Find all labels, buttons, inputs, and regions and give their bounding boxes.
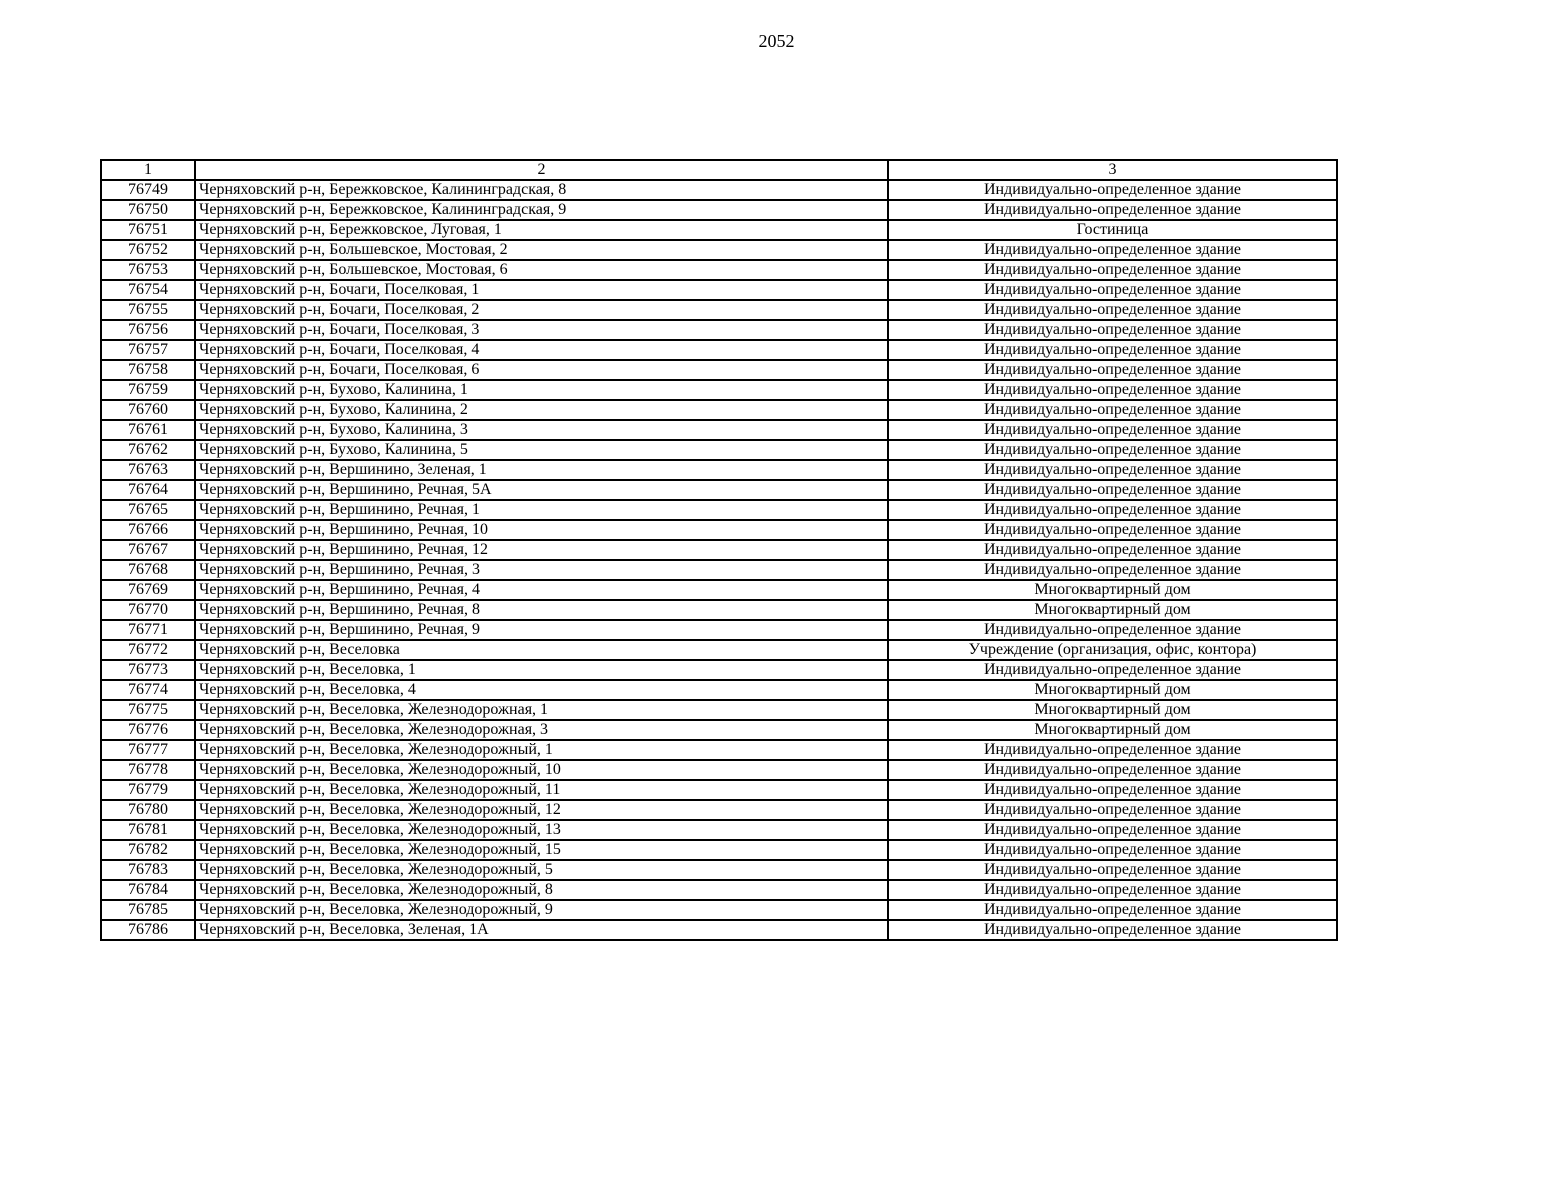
table-row (101, 740, 1337, 760)
table-row (101, 280, 1337, 300)
row-id-cell: 76768 (101, 560, 195, 580)
row-address-cell: Черняховский р-н, Вершинино, Речная, 3 (195, 560, 888, 580)
row-id-cell: 76772 (101, 640, 195, 660)
row-address-cell: Черняховский р-н, Вершинино, Речная, 4 (195, 580, 888, 600)
row-id-cell: 76759 (101, 380, 195, 400)
row-type-cell: Индивидуально-определенное здание (888, 380, 1337, 400)
row-address-cell: Черняховский р-н, Большевское, Мостовая, 2 (195, 240, 888, 260)
registry-table (100, 159, 1338, 941)
table-row (101, 540, 1337, 560)
table-row (101, 580, 1337, 600)
row-id-cell: 76758 (101, 360, 195, 380)
row-type-cell: Индивидуально-определенное здание (888, 660, 1337, 680)
row-type-cell: Индивидуально-определенное здание (888, 760, 1337, 780)
row-id-cell: 76785 (101, 900, 195, 920)
row-address-cell: Черняховский р-н, Веселовка, Железнодорожный, 11 (195, 780, 888, 800)
row-type-cell: Индивидуально-определенное здание (888, 880, 1337, 900)
row-type-cell: Индивидуально-определенное здание (888, 180, 1337, 200)
table-row (101, 620, 1337, 640)
row-type-cell: Индивидуально-определенное здание (888, 520, 1337, 540)
row-address-cell: Черняховский р-н, Веселовка, 4 (195, 680, 888, 700)
row-id-cell: 76779 (101, 780, 195, 800)
table-row (101, 520, 1337, 540)
row-id-cell: 76764 (101, 480, 195, 500)
row-address-cell: Черняховский р-н, Вершинино, Речная, 10 (195, 520, 888, 540)
row-type-cell: Индивидуально-определенное здание (888, 480, 1337, 500)
row-id-cell: 76749 (101, 180, 195, 200)
row-type-cell: Индивидуально-определенное здание (888, 320, 1337, 340)
row-address-cell: Черняховский р-н, Веселовка, Железнодорожный, 15 (195, 840, 888, 860)
column-header-2: 2 (195, 160, 888, 180)
table-row (101, 380, 1337, 400)
table-row (101, 500, 1337, 520)
row-type-cell: Гостиница (888, 220, 1337, 240)
row-id-cell: 76776 (101, 720, 195, 740)
table-row (101, 460, 1337, 480)
row-id-cell: 76761 (101, 420, 195, 440)
row-type-cell: Индивидуально-определенное здание (888, 440, 1337, 460)
row-type-cell: Многоквартирный дом (888, 680, 1337, 700)
row-address-cell: Черняховский р-н, Веселовка, Железнодорожный, 12 (195, 800, 888, 820)
row-address-cell: Черняховский р-н, Бухово, Калинина, 1 (195, 380, 888, 400)
table-row (101, 320, 1337, 340)
row-address-cell: Черняховский р-н, Веселовка, Зеленая, 1А (195, 920, 888, 940)
table-row (101, 720, 1337, 740)
row-type-cell: Многоквартирный дом (888, 600, 1337, 620)
table-row (101, 780, 1337, 800)
table-row (101, 840, 1337, 860)
row-type-cell: Индивидуально-определенное здание (888, 740, 1337, 760)
row-address-cell: Черняховский р-н, Бочаги, Поселковая, 6 (195, 360, 888, 380)
row-id-cell: 76786 (101, 920, 195, 940)
row-type-cell: Индивидуально-определенное здание (888, 300, 1337, 320)
row-id-cell: 76757 (101, 340, 195, 360)
row-id-cell: 76763 (101, 460, 195, 480)
row-type-cell: Индивидуально-определенное здание (888, 860, 1337, 880)
row-address-cell: Черняховский р-н, Вершинино, Речная, 5А (195, 480, 888, 500)
page-number: 2052 (758, 31, 795, 51)
row-type-cell: Индивидуально-определенное здание (888, 800, 1337, 820)
table-row (101, 180, 1337, 200)
row-type-cell: Индивидуально-определенное здание (888, 900, 1337, 920)
row-address-cell: Черняховский р-н, Веселовка, Железнодорожный, 10 (195, 760, 888, 780)
row-address-cell: Черняховский р-н, Бережковское, Калининградская, 8 (195, 180, 888, 200)
row-id-cell: 76754 (101, 280, 195, 300)
row-type-cell: Многоквартирный дом (888, 700, 1337, 720)
table-row (101, 760, 1337, 780)
table-row (101, 440, 1337, 460)
row-id-cell: 76781 (101, 820, 195, 840)
row-address-cell: Черняховский р-н, Веселовка, Железнодорожный, 8 (195, 880, 888, 900)
row-type-cell: Индивидуально-определенное здание (888, 400, 1337, 420)
header-row (101, 160, 1337, 180)
table-row (101, 480, 1337, 500)
row-type-cell: Многоквартирный дом (888, 580, 1337, 600)
table-row (101, 920, 1337, 940)
row-address-cell: Черняховский р-н, Бочаги, Поселковая, 2 (195, 300, 888, 320)
row-id-cell: 76774 (101, 680, 195, 700)
table-row (101, 360, 1337, 380)
row-id-cell: 76771 (101, 620, 195, 640)
table-body (101, 180, 1337, 940)
row-address-cell: Черняховский р-н, Веселовка, Железнодорожная, 3 (195, 720, 888, 740)
row-address-cell: Черняховский р-н, Бочаги, Поселковая, 3 (195, 320, 888, 340)
table-row (101, 600, 1337, 620)
row-id-cell: 76751 (101, 220, 195, 240)
row-id-cell: 76773 (101, 660, 195, 680)
row-address-cell: Черняховский р-н, Веселовка, Железнодорожный, 5 (195, 860, 888, 880)
row-address-cell: Черняховский р-н, Веселовка, Железнодорожный, 1 (195, 740, 888, 760)
row-address-cell: Черняховский р-н, Вершинино, Зеленая, 1 (195, 460, 888, 480)
row-address-cell: Черняховский р-н, Бочаги, Поселковая, 1 (195, 280, 888, 300)
row-id-cell: 76760 (101, 400, 195, 420)
table-row (101, 240, 1337, 260)
table-row (101, 200, 1337, 220)
row-id-cell: 76755 (101, 300, 195, 320)
table-row (101, 820, 1337, 840)
table-row (101, 260, 1337, 280)
row-address-cell: Черняховский р-н, Бережковское, Луговая, 1 (195, 220, 888, 240)
table-row (101, 680, 1337, 700)
row-type-cell: Индивидуально-определенное здание (888, 920, 1337, 940)
column-header-1: 1 (101, 160, 195, 180)
row-type-cell: Индивидуально-определенное здание (888, 540, 1337, 560)
row-address-cell: Черняховский р-н, Бережковское, Калининградская, 9 (195, 200, 888, 220)
row-id-cell: 76784 (101, 880, 195, 900)
row-id-cell: 76780 (101, 800, 195, 820)
row-id-cell: 76765 (101, 500, 195, 520)
row-address-cell: Черняховский р-н, Веселовка, Железнодорожный, 9 (195, 900, 888, 920)
row-address-cell: Черняховский р-н, Бухово, Калинина, 2 (195, 400, 888, 420)
row-type-cell: Индивидуально-определенное здание (888, 780, 1337, 800)
row-id-cell: 76778 (101, 760, 195, 780)
table-row (101, 420, 1337, 440)
row-address-cell: Черняховский р-н, Веселовка, Железнодорожная, 1 (195, 700, 888, 720)
row-address-cell: Черняховский р-н, Бухово, Калинина, 5 (195, 440, 888, 460)
row-id-cell: 76753 (101, 260, 195, 280)
table-row (101, 300, 1337, 320)
row-id-cell: 76782 (101, 840, 195, 860)
row-id-cell: 76762 (101, 440, 195, 460)
table-row (101, 900, 1337, 920)
row-type-cell: Индивидуально-определенное здание (888, 500, 1337, 520)
row-address-cell: Черняховский р-н, Вершинино, Речная, 12 (195, 540, 888, 560)
row-address-cell: Черняховский р-н, Веселовка, Железнодорожный, 13 (195, 820, 888, 840)
table-row (101, 400, 1337, 420)
row-id-cell: 76777 (101, 740, 195, 760)
column-header-3: 3 (888, 160, 1337, 180)
table-row (101, 560, 1337, 580)
row-id-cell: 76783 (101, 860, 195, 880)
table-row (101, 800, 1337, 820)
row-type-cell: Индивидуально-определенное здание (888, 560, 1337, 580)
table-row (101, 340, 1337, 360)
table-row (101, 220, 1337, 240)
row-id-cell: 76752 (101, 240, 195, 260)
row-type-cell: Индивидуально-определенное здание (888, 420, 1337, 440)
table-row (101, 880, 1337, 900)
row-id-cell: 76750 (101, 200, 195, 220)
row-type-cell: Индивидуально-определенное здание (888, 280, 1337, 300)
row-id-cell: 76767 (101, 540, 195, 560)
row-id-cell: 76769 (101, 580, 195, 600)
row-id-cell: 76756 (101, 320, 195, 340)
row-type-cell: Индивидуально-определенное здание (888, 260, 1337, 280)
table-header (101, 160, 1337, 180)
row-address-cell: Черняховский р-н, Вершинино, Речная, 8 (195, 600, 888, 620)
row-id-cell: 76770 (101, 600, 195, 620)
row-id-cell: 76775 (101, 700, 195, 720)
row-type-cell: Индивидуально-определенное здание (888, 240, 1337, 260)
table-row (101, 660, 1337, 680)
table-row (101, 700, 1337, 720)
row-type-cell: Индивидуально-определенное здание (888, 360, 1337, 380)
row-type-cell: Индивидуально-определенное здание (888, 840, 1337, 860)
row-type-cell: Учреждение (организация, офис, контора) (888, 640, 1337, 660)
row-address-cell: Черняховский р-н, Вершинино, Речная, 1 (195, 500, 888, 520)
row-id-cell: 76766 (101, 520, 195, 540)
row-address-cell: Черняховский р-н, Большевское, Мостовая, 6 (195, 260, 888, 280)
row-address-cell: Черняховский р-н, Бочаги, Поселковая, 4 (195, 340, 888, 360)
row-type-cell: Многоквартирный дом (888, 720, 1337, 740)
table-row (101, 640, 1337, 660)
row-address-cell: Черняховский р-н, Вершинино, Речная, 9 (195, 620, 888, 640)
table-row (101, 860, 1337, 880)
row-type-cell: Индивидуально-определенное здание (888, 620, 1337, 640)
row-address-cell: Черняховский р-н, Веселовка (195, 640, 888, 660)
row-address-cell: Черняховский р-н, Бухово, Калинина, 3 (195, 420, 888, 440)
row-type-cell: Индивидуально-определенное здание (888, 340, 1337, 360)
row-type-cell: Индивидуально-определенное здание (888, 820, 1337, 840)
row-address-cell: Черняховский р-н, Веселовка, 1 (195, 660, 888, 680)
row-type-cell: Индивидуально-определенное здание (888, 200, 1337, 220)
row-type-cell: Индивидуально-определенное здание (888, 460, 1337, 480)
